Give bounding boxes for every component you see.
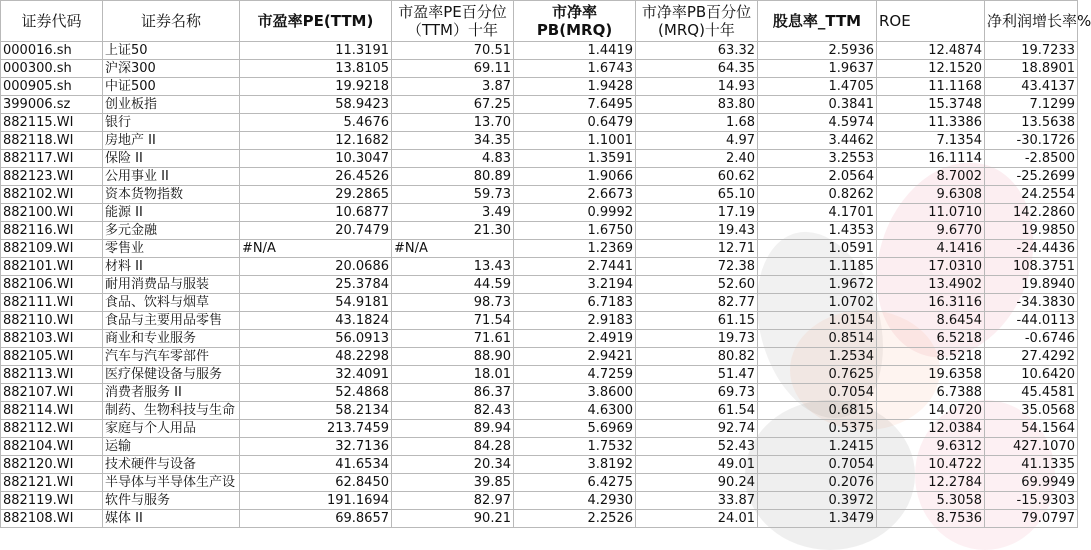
cell-dividend-yield[interactable]: 0.2076 (758, 474, 877, 492)
cell-pe-percentile[interactable]: 89.94 (392, 420, 514, 438)
cell-pb-percentile[interactable]: 92.74 (636, 420, 758, 438)
cell-dividend-yield[interactable]: 0.7054 (758, 384, 877, 402)
cell-profit-growth[interactable]: 35.0568 (985, 402, 1078, 420)
cell-pe-percentile[interactable]: 13.70 (392, 114, 514, 132)
cell-dividend-yield[interactable]: 1.3479 (758, 510, 877, 528)
cell-profit-growth[interactable]: 45.4581 (985, 384, 1078, 402)
cell-pe-percentile[interactable]: 84.28 (392, 438, 514, 456)
cell-profit-growth[interactable]: -34.3830 (985, 294, 1078, 312)
cell-code[interactable]: 882103.WI (1, 330, 103, 348)
cell-pe-ttm[interactable]: 32.7136 (240, 438, 392, 456)
cell-name[interactable]: 消费者服务 II (103, 384, 240, 402)
cell-pe-percentile[interactable]: 82.97 (392, 492, 514, 510)
table-row (1, 456, 1078, 474)
cell-dividend-yield[interactable]: 1.4353 (758, 222, 877, 240)
cell-roe[interactable]: 6.7388 (877, 384, 985, 402)
cell-name[interactable]: 房地产 II (103, 132, 240, 150)
cell-pb-mrq[interactable]: 1.6750 (514, 222, 636, 240)
cell-pb-mrq[interactable]: 0.6479 (514, 114, 636, 132)
cell-pb-percentile[interactable]: 12.71 (636, 240, 758, 258)
cell-code[interactable]: 882105.WI (1, 348, 103, 366)
cell-pe-ttm[interactable]: 41.6534 (240, 456, 392, 474)
cell-dividend-yield[interactable]: 1.0154 (758, 312, 877, 330)
cell-profit-growth[interactable]: 13.5638 (985, 114, 1078, 132)
table-body (1, 42, 1078, 528)
table-row (1, 330, 1078, 348)
cell-pb-percentile[interactable]: 4.97 (636, 132, 758, 150)
cell-name[interactable]: 医疗保健设备与服务 (103, 366, 240, 384)
cell-code[interactable]: 882111.WI (1, 294, 103, 312)
cell-code[interactable]: 882121.WI (1, 474, 103, 492)
cell-pb-percentile[interactable]: 69.73 (636, 384, 758, 402)
column-header-code[interactable]: 证券代码 (1, 1, 103, 42)
cell-pb-percentile[interactable]: 64.35 (636, 60, 758, 78)
cell-pe-percentile[interactable]: 80.89 (392, 168, 514, 186)
cell-pe-percentile[interactable]: 39.85 (392, 474, 514, 492)
header-row (1, 1, 1091, 42)
cell-pe-percentile[interactable]: 71.54 (392, 312, 514, 330)
cell-pb-percentile[interactable]: 24.01 (636, 510, 758, 528)
cell-name[interactable]: 创业板指 (103, 96, 240, 114)
cell-dividend-yield[interactable]: 2.0564 (758, 168, 877, 186)
cell-profit-growth[interactable]: 10.6420 (985, 366, 1078, 384)
cell-pe-percentile[interactable]: 4.83 (392, 150, 514, 168)
cell-profit-growth[interactable]: 142.2860 (985, 204, 1078, 222)
cell-roe[interactable]: 11.1168 (877, 78, 985, 96)
table-row (1, 348, 1078, 366)
cell-pe-ttm[interactable]: 52.4868 (240, 384, 392, 402)
table-row (1, 96, 1078, 114)
cell-code[interactable]: 882102.WI (1, 186, 103, 204)
cell-name[interactable]: 银行 (103, 114, 240, 132)
cell-pb-mrq[interactable]: 2.7441 (514, 258, 636, 276)
cell-pb-mrq[interactable]: 1.9428 (514, 78, 636, 96)
cell-name[interactable]: 媒体 II (103, 510, 240, 528)
cell-pb-mrq[interactable]: 0.9992 (514, 204, 636, 222)
cell-pe-ttm[interactable]: 213.7459 (240, 420, 392, 438)
cell-pb-mrq[interactable]: 1.2369 (514, 240, 636, 258)
cell-name[interactable]: 技术硬件与设备 (103, 456, 240, 474)
cell-code[interactable]: 882108.WI (1, 510, 103, 528)
cell-pe-ttm[interactable]: 58.2134 (240, 402, 392, 420)
cell-pb-percentile[interactable]: 80.82 (636, 348, 758, 366)
table-row (1, 114, 1078, 132)
cell-profit-growth[interactable]: 19.7233 (985, 42, 1078, 60)
cell-dividend-yield[interactable]: 0.7054 (758, 456, 877, 474)
cell-dividend-yield[interactable]: 4.5974 (758, 114, 877, 132)
cell-code[interactable]: 882114.WI (1, 402, 103, 420)
cell-pb-mrq[interactable]: 4.2930 (514, 492, 636, 510)
cell-pe-percentile[interactable]: 88.90 (392, 348, 514, 366)
column-header-dividend-yield[interactable]: 股息率_TTM (758, 1, 877, 42)
cell-pe-ttm[interactable]: #N/A (240, 240, 392, 258)
cell-pb-percentile[interactable]: 90.24 (636, 474, 758, 492)
cell-pb-mrq[interactable]: 6.4275 (514, 474, 636, 492)
cell-name[interactable]: 材料 II (103, 258, 240, 276)
cell-profit-growth[interactable]: 79.0797 (985, 510, 1078, 528)
cell-pb-mrq[interactable]: 6.7183 (514, 294, 636, 312)
cell-dividend-yield[interactable]: 0.8514 (758, 330, 877, 348)
cell-pb-mrq[interactable]: 2.9183 (514, 312, 636, 330)
cell-profit-growth[interactable]: -25.2699 (985, 168, 1078, 186)
cell-roe[interactable]: 14.0720 (877, 402, 985, 420)
cell-pe-percentile[interactable]: 67.25 (392, 96, 514, 114)
cell-pb-percentile[interactable]: 82.77 (636, 294, 758, 312)
cell-name[interactable]: 多元金融 (103, 222, 240, 240)
cell-dividend-yield[interactable]: 1.0591 (758, 240, 877, 258)
column-header-roe[interactable]: ROE (877, 1, 985, 42)
cell-profit-growth[interactable]: 27.4292 (985, 348, 1078, 366)
cell-pe-percentile[interactable]: 70.51 (392, 42, 514, 60)
cell-dividend-yield[interactable]: 3.2553 (758, 150, 877, 168)
cell-dividend-yield[interactable]: 1.9637 (758, 60, 877, 78)
cell-pb-mrq[interactable]: 2.4919 (514, 330, 636, 348)
column-header-pe-percentile[interactable]: 市盈率PE百分位 （TTM）十年 (392, 1, 514, 42)
cell-name[interactable]: 耐用消费品与服装 (103, 276, 240, 294)
cell-roe[interactable]: 9.6312 (877, 438, 985, 456)
cell-roe[interactable]: 9.6308 (877, 186, 985, 204)
cell-pe-ttm[interactable]: 25.3784 (240, 276, 392, 294)
cell-dividend-yield[interactable]: 3.4462 (758, 132, 877, 150)
cell-pb-percentile[interactable]: 49.01 (636, 456, 758, 474)
cell-code[interactable]: 000300.sh (1, 60, 103, 78)
cell-dividend-yield[interactable]: 4.1701 (758, 204, 877, 222)
cell-pe-percentile[interactable]: 82.43 (392, 402, 514, 420)
cell-pe-ttm[interactable]: 56.0913 (240, 330, 392, 348)
cell-pb-percentile[interactable]: 1.68 (636, 114, 758, 132)
cell-pb-percentile[interactable]: 14.93 (636, 78, 758, 96)
cell-roe[interactable]: 4.1416 (877, 240, 985, 258)
cell-profit-growth[interactable]: 69.9949 (985, 474, 1078, 492)
cell-pe-percentile[interactable]: 71.61 (392, 330, 514, 348)
cell-pb-percentile[interactable]: 19.73 (636, 330, 758, 348)
column-header-pe-ttm[interactable]: 市盈率PE(TTM) (240, 1, 392, 42)
cell-code[interactable]: 882107.WI (1, 384, 103, 402)
cell-pe-ttm[interactable]: 62.8450 (240, 474, 392, 492)
cell-pe-ttm[interactable]: 20.7479 (240, 222, 392, 240)
cell-profit-growth[interactable]: -24.4436 (985, 240, 1078, 258)
cell-pe-ttm[interactable]: 54.9181 (240, 294, 392, 312)
cell-pe-ttm[interactable]: 12.1682 (240, 132, 392, 150)
cell-pe-ttm[interactable]: 58.9423 (240, 96, 392, 114)
cell-pb-percentile[interactable]: 60.62 (636, 168, 758, 186)
cell-profit-growth[interactable]: 19.9850 (985, 222, 1078, 240)
cell-name[interactable]: 上证50 (103, 42, 240, 60)
cell-pb-percentile[interactable]: 2.40 (636, 150, 758, 168)
cell-name[interactable]: 零售业 (103, 240, 240, 258)
column-header-profit-growth[interactable]: 净利润增长率% (985, 1, 1078, 42)
table-row (1, 204, 1078, 222)
cell-profit-growth[interactable]: -0.6746 (985, 330, 1078, 348)
cell-dividend-yield[interactable]: 1.4705 (758, 78, 877, 96)
cell-roe[interactable]: 8.7536 (877, 510, 985, 528)
cell-dividend-yield[interactable]: 2.5936 (758, 42, 877, 60)
cell-pe-percentile[interactable]: 3.87 (392, 78, 514, 96)
cell-profit-growth[interactable]: 7.1299 (985, 96, 1078, 114)
table-row (1, 78, 1078, 96)
cell-name[interactable]: 食品与主要用品零售 (103, 312, 240, 330)
cell-pb-percentile[interactable]: 61.15 (636, 312, 758, 330)
cell-code[interactable]: 399006.sz (1, 96, 103, 114)
table-row (1, 420, 1078, 438)
cell-pb-mrq[interactable]: 2.2526 (514, 510, 636, 528)
cell-pe-percentile[interactable]: 20.34 (392, 456, 514, 474)
cell-code[interactable]: 882100.WI (1, 204, 103, 222)
cell-code[interactable]: 882104.WI (1, 438, 103, 456)
table-row (1, 186, 1078, 204)
cell-name[interactable]: 公用事业 II (103, 168, 240, 186)
cell-pb-mrq[interactable]: 3.8600 (514, 384, 636, 402)
cell-dividend-yield[interactable]: 1.0702 (758, 294, 877, 312)
cell-code[interactable]: 882116.WI (1, 222, 103, 240)
cell-roe[interactable]: 17.0310 (877, 258, 985, 276)
cell-dividend-yield[interactable]: 1.1185 (758, 258, 877, 276)
cell-pe-ttm[interactable]: 43.1824 (240, 312, 392, 330)
cell-roe[interactable]: 12.2784 (877, 474, 985, 492)
cell-name[interactable]: 中证500 (103, 78, 240, 96)
table-row (1, 312, 1078, 330)
cell-dividend-yield[interactable]: 0.3972 (758, 492, 877, 510)
cell-roe[interactable]: 5.3058 (877, 492, 985, 510)
cell-dividend-yield[interactable]: 0.7625 (758, 366, 877, 384)
cell-pb-mrq[interactable]: 1.3591 (514, 150, 636, 168)
cell-pe-ttm[interactable]: 11.3191 (240, 42, 392, 60)
table-row (1, 276, 1078, 294)
cell-profit-growth[interactable]: 24.2554 (985, 186, 1078, 204)
cell-code[interactable]: 882117.WI (1, 150, 103, 168)
cell-roe[interactable]: 8.6454 (877, 312, 985, 330)
table-row (1, 132, 1078, 150)
cell-pb-mrq[interactable]: 7.6495 (514, 96, 636, 114)
cell-roe[interactable]: 13.4902 (877, 276, 985, 294)
cell-name[interactable]: 沪深300 (103, 60, 240, 78)
cell-roe[interactable]: 8.7002 (877, 168, 985, 186)
cell-roe[interactable]: 12.0384 (877, 420, 985, 438)
table-row (1, 240, 1078, 258)
cell-profit-growth[interactable]: 41.1335 (985, 456, 1078, 474)
cell-roe[interactable]: 12.4874 (877, 42, 985, 60)
cell-pb-percentile[interactable]: 65.10 (636, 186, 758, 204)
cell-dividend-yield[interactable]: 1.2415 (758, 438, 877, 456)
table-row (1, 150, 1078, 168)
cell-code[interactable]: 882113.WI (1, 366, 103, 384)
cell-pb-mrq[interactable]: 2.6673 (514, 186, 636, 204)
cell-pb-mrq[interactable]: 4.7259 (514, 366, 636, 384)
cell-pb-percentile[interactable]: 51.47 (636, 366, 758, 384)
cell-profit-growth[interactable]: -15.9303 (985, 492, 1078, 510)
cell-pe-ttm[interactable]: 29.2865 (240, 186, 392, 204)
cell-pe-ttm[interactable]: 13.8105 (240, 60, 392, 78)
cell-pb-mrq[interactable]: 1.1001 (514, 132, 636, 150)
cell-pb-percentile[interactable]: 83.80 (636, 96, 758, 114)
cell-profit-growth[interactable]: -44.0113 (985, 312, 1078, 330)
cell-pe-ttm[interactable]: 69.8657 (240, 510, 392, 528)
cell-name[interactable]: 运输 (103, 438, 240, 456)
cell-name[interactable]: 软件与服务 (103, 492, 240, 510)
table-row (1, 510, 1078, 528)
cell-pb-mrq[interactable]: 2.9421 (514, 348, 636, 366)
cell-dividend-yield[interactable]: 0.6815 (758, 402, 877, 420)
table-row (1, 258, 1078, 276)
cell-pe-ttm[interactable]: 10.6877 (240, 204, 392, 222)
cell-name[interactable]: 保险 II (103, 150, 240, 168)
cell-pb-mrq[interactable]: 4.6300 (514, 402, 636, 420)
cell-code[interactable]: 882106.WI (1, 276, 103, 294)
cell-name[interactable]: 家庭与个人用品 (103, 420, 240, 438)
cell-dividend-yield[interactable]: 1.9672 (758, 276, 877, 294)
cell-roe[interactable]: 7.1354 (877, 132, 985, 150)
cell-pb-percentile[interactable]: 52.43 (636, 438, 758, 456)
cell-pb-percentile[interactable]: 17.19 (636, 204, 758, 222)
cell-roe[interactable]: 10.4722 (877, 456, 985, 474)
cell-roe[interactable]: 16.1114 (877, 150, 985, 168)
cell-roe[interactable]: 11.0710 (877, 204, 985, 222)
cell-code[interactable]: 882120.WI (1, 456, 103, 474)
column-header-name[interactable]: 证券名称 (103, 1, 240, 42)
cell-profit-growth[interactable]: 19.8940 (985, 276, 1078, 294)
table-row (1, 168, 1078, 186)
cell-profit-growth[interactable]: -2.8500 (985, 150, 1078, 168)
cell-pb-mrq[interactable]: 3.2194 (514, 276, 636, 294)
cell-pe-percentile[interactable]: 90.21 (392, 510, 514, 528)
cell-pb-percentile[interactable]: 52.60 (636, 276, 758, 294)
cell-name[interactable]: 制药、生物科技与生命 (103, 402, 240, 420)
table-row (1, 384, 1078, 402)
cell-roe[interactable]: 12.1520 (877, 60, 985, 78)
cell-pb-mrq[interactable]: 1.6743 (514, 60, 636, 78)
cell-pe-percentile[interactable]: 34.35 (392, 132, 514, 150)
cell-code[interactable]: 882101.WI (1, 258, 103, 276)
cell-roe[interactable]: 19.6358 (877, 366, 985, 384)
cell-code[interactable]: 000016.sh (1, 42, 103, 60)
cell-dividend-yield[interactable]: 0.3841 (758, 96, 877, 114)
cell-profit-growth[interactable]: 108.3751 (985, 258, 1078, 276)
cell-code[interactable]: 882112.WI (1, 420, 103, 438)
cell-pe-percentile[interactable]: 18.01 (392, 366, 514, 384)
cell-name[interactable]: 资本货物指数 (103, 186, 240, 204)
cell-pe-percentile[interactable]: 69.11 (392, 60, 514, 78)
cell-profit-growth[interactable]: 43.4137 (985, 78, 1078, 96)
cell-code[interactable]: 000905.sh (1, 78, 103, 96)
cell-roe[interactable]: 8.5218 (877, 348, 985, 366)
cell-dividend-yield[interactable]: 0.5375 (758, 420, 877, 438)
cell-pe-percentile[interactable]: #N/A (392, 240, 514, 258)
table-row (1, 222, 1078, 240)
cell-pe-ttm[interactable]: 10.3047 (240, 150, 392, 168)
cell-pb-percentile[interactable]: 63.32 (636, 42, 758, 60)
cell-name[interactable]: 半导体与半导体生产设 (103, 474, 240, 492)
table-row (1, 492, 1078, 510)
table-row (1, 402, 1078, 420)
table-row (1, 366, 1078, 384)
cell-pe-percentile[interactable]: 86.37 (392, 384, 514, 402)
cell-dividend-yield[interactable]: 0.8262 (758, 186, 877, 204)
cell-pb-percentile[interactable]: 19.43 (636, 222, 758, 240)
cell-profit-growth[interactable]: 54.1564 (985, 420, 1078, 438)
cell-profit-growth[interactable]: 18.8901 (985, 60, 1078, 78)
cell-pe-ttm[interactable]: 20.0686 (240, 258, 392, 276)
cell-pe-percentile[interactable]: 59.73 (392, 186, 514, 204)
cell-pe-percentile[interactable]: 98.73 (392, 294, 514, 312)
cell-pe-ttm[interactable]: 32.4091 (240, 366, 392, 384)
cell-roe[interactable]: 16.3116 (877, 294, 985, 312)
column-header-pb-percentile[interactable]: 市净率PB百分位 (MRQ)十年 (636, 1, 758, 42)
cell-roe[interactable]: 15.3748 (877, 96, 985, 114)
cell-name[interactable]: 汽车与汽车零部件 (103, 348, 240, 366)
cell-roe[interactable]: 6.5218 (877, 330, 985, 348)
cell-pb-mrq[interactable]: 5.6969 (514, 420, 636, 438)
table-row (1, 474, 1078, 492)
cell-code[interactable]: 882119.WI (1, 492, 103, 510)
cell-pe-percentile[interactable]: 3.49 (392, 204, 514, 222)
cell-pb-mrq[interactable]: 3.8192 (514, 456, 636, 474)
cell-pb-mrq[interactable]: 1.4419 (514, 42, 636, 60)
cell-pe-percentile[interactable]: 21.30 (392, 222, 514, 240)
cell-name[interactable]: 商业和专业服务 (103, 330, 240, 348)
table-row (1, 294, 1078, 312)
cell-code[interactable]: 882118.WI (1, 132, 103, 150)
column-header-pb-mrq[interactable]: 市净率 PB(MRQ) (514, 1, 636, 42)
cell-pb-mrq[interactable]: 1.7532 (514, 438, 636, 456)
cell-dividend-yield[interactable]: 1.2534 (758, 348, 877, 366)
table-row (1, 60, 1078, 78)
cell-profit-growth[interactable]: 427.1070 (985, 438, 1078, 456)
cell-profit-growth[interactable]: -30.1726 (985, 132, 1078, 150)
table-row (1, 42, 1078, 60)
cell-pe-ttm[interactable]: 5.4676 (240, 114, 392, 132)
cell-pe-percentile[interactable]: 44.59 (392, 276, 514, 294)
cell-code[interactable]: 882110.WI (1, 312, 103, 330)
cell-roe[interactable]: 9.6770 (877, 222, 985, 240)
cell-code[interactable]: 882115.WI (1, 114, 103, 132)
cell-pe-ttm[interactable]: 19.9218 (240, 78, 392, 96)
cell-name[interactable]: 食品、饮料与烟草 (103, 294, 240, 312)
cell-pb-mrq[interactable]: 1.9066 (514, 168, 636, 186)
cell-code[interactable]: 882109.WI (1, 240, 103, 258)
cell-pe-ttm[interactable]: 26.4526 (240, 168, 392, 186)
cell-pe-ttm[interactable]: 48.2298 (240, 348, 392, 366)
table-row (1, 438, 1078, 456)
cell-pb-percentile[interactable]: 61.54 (636, 402, 758, 420)
cell-roe[interactable]: 11.3386 (877, 114, 985, 132)
cell-name[interactable]: 能源 II (103, 204, 240, 222)
cell-code[interactable]: 882123.WI (1, 168, 103, 186)
cell-pb-percentile[interactable]: 33.87 (636, 492, 758, 510)
cell-pe-ttm[interactable]: 191.1694 (240, 492, 392, 510)
cell-pb-percentile[interactable]: 72.38 (636, 258, 758, 276)
cell-pe-percentile[interactable]: 13.43 (392, 258, 514, 276)
